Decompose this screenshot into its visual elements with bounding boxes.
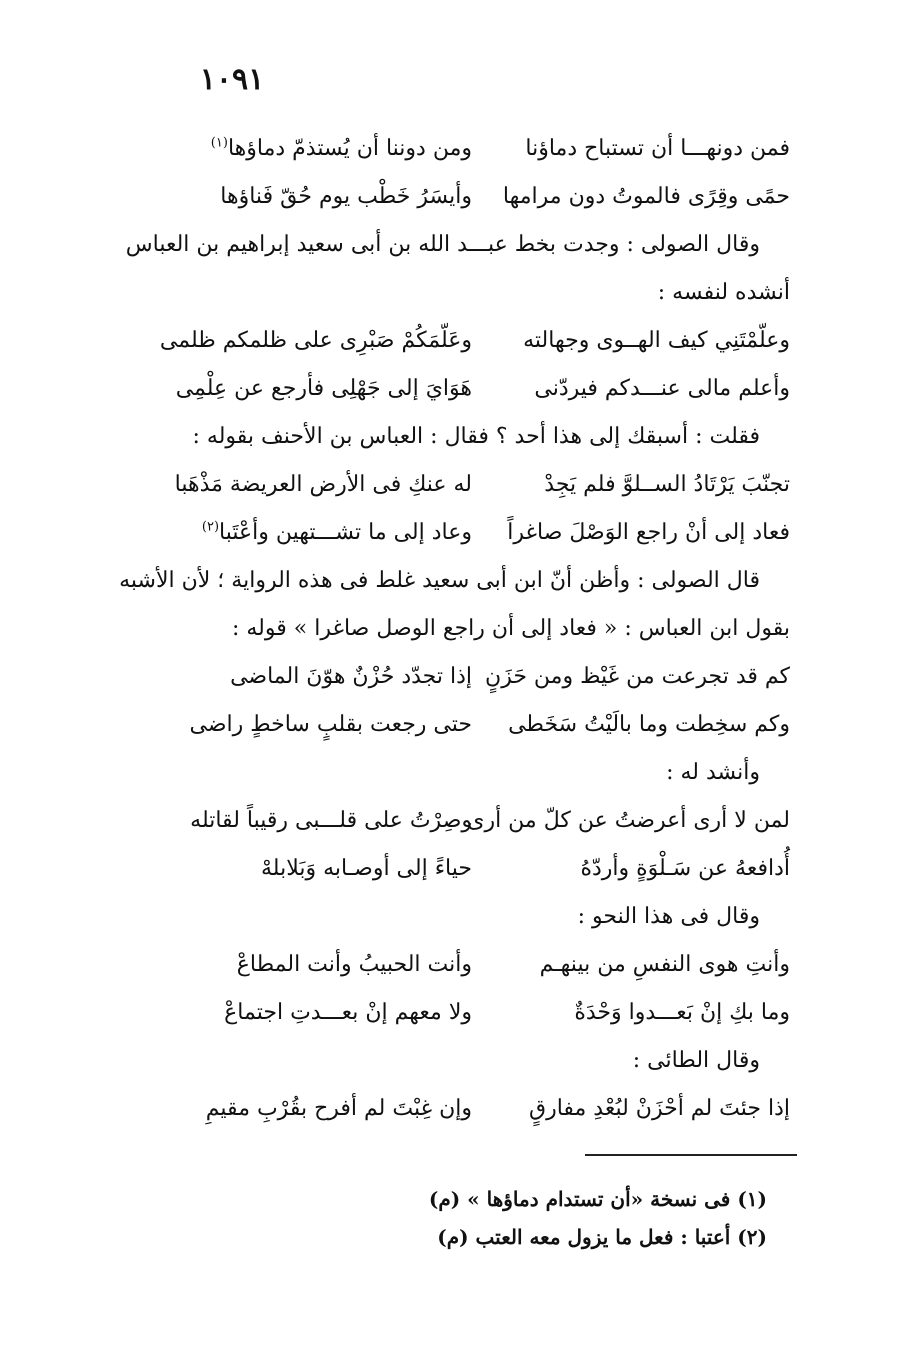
verse-first-hemistich: تجنّبَ يَرْتَادُ الســلوَّ فلم يَجِدْ — [544, 472, 790, 497]
prose-line: وقال الصولى : وجدت بخط عبـــد الله بن أبى سعيد إبراهيم بن العباس — [125, 232, 760, 257]
verse-first-hemistich: وما بكِ إنْ بَعـــدوا وَحْدَةٌ — [574, 1000, 790, 1025]
verse-second-hemistich: ولا معهم إنْ بعـــدتِ اجتماعْ — [224, 1000, 472, 1025]
verse-first-hemistich: أُدافعهُ عن سَـلْوَةٍ وأردّهُ — [580, 856, 790, 881]
verse-line — [150, 941, 790, 989]
verse-first-hemistich: وأنتِ هوى النفسِ من بينهـم — [539, 952, 790, 977]
prose-line: قال الصولى : وأظن أنّ ابن أبى سعيد غلط فى هذه الرواية ؛ لأن الأشبه — [119, 568, 760, 593]
verse-line — [150, 317, 790, 365]
verse-second-hemistich: وإن غِبْتَ لم أفرح بقُرْبِ مقيمِ — [205, 1096, 472, 1121]
prose-line: أنشده لنفسه : — [657, 280, 790, 305]
verse-first-hemistich: فمن دونهـــا أن تستباح دماؤنا — [525, 136, 790, 161]
verse-line — [150, 1085, 790, 1133]
verse-first-hemistich: فعاد إلى أنْ راجع الوَصْلَ صاغراً — [507, 520, 790, 545]
verse-line — [150, 797, 790, 845]
verse-first-hemistich: كم قد تجرعت من غَيْظ ومن حَزَنٍ — [485, 664, 790, 689]
verse-line — [150, 509, 790, 557]
verse-line — [150, 125, 790, 173]
footnote-divider — [585, 1154, 797, 1156]
prose-line: بقول ابن العباس : « فعاد إلى أن راجع الوصل صاغرا » قوله : — [231, 616, 790, 641]
verse-second-hemistich: حياءً إلى أوصـابه وَبَلابلهْ — [261, 856, 472, 881]
verse-first-hemistich: إذا جئتَ لم أحْزَنْ لبُعْدِ مفارقٍ — [529, 1096, 790, 1121]
prose-line: فقلت : أسبقك إلى هذا أحد ؟ فقال : العباس بن الأحنف بقوله : — [192, 424, 760, 449]
verse-first-hemistich: وكم سخِطت وما بالَيْتُ سَخَطى — [508, 712, 790, 737]
verse-second-hemistich: وصِرْتُ على قلـــبى رقيباً لقاتله — [190, 808, 472, 833]
verse-line — [150, 461, 790, 509]
verse-second-hemistich: وعاد إلى ما تشـــتهين وأعْتَبا$^{(٢)}$ — [201, 519, 472, 545]
verse-first-hemistich: وأعلم مالى عنـــدكم فيردّنى — [534, 376, 790, 401]
verse-second-hemistich: وعَلّمَكُمْ صَبْرِى على ظلمكم ظلمى — [159, 328, 472, 353]
verse-second-hemistich: حتى رجعت بقلبٍ ساخطٍ راضى — [189, 712, 472, 737]
verse-second-hemistich: إذا تجدّد حُزْنٌ هوّنَ الماضى — [230, 664, 472, 689]
verse-second-hemistich: وأيسَرُ خَطْب يوم حُقّ فَناؤها — [220, 184, 472, 209]
verse-second-hemistich: له عنكِ فى الأرض العريضة مَذْهَبا — [174, 472, 472, 497]
verse-first-hemistich: لمن لا أرى أعرضتُ عن كلّ من أرى — [467, 808, 790, 833]
verse-line — [150, 365, 790, 413]
verse-second-hemistich: وأنت الحبيبُ وأنت المطاعْ — [236, 952, 472, 977]
verse-second-hemistich: هَوَايَ إلى جَهْلِى فأرجع عن عِلْمِى — [175, 376, 472, 401]
verse-line — [150, 701, 790, 749]
prose-line: وقال الطائى : — [632, 1048, 760, 1073]
footnotes — [267, 1180, 767, 1256]
poem-text-block — [119, 125, 790, 1133]
verse-line — [150, 653, 790, 701]
page-number: ١٠٩١ — [199, 62, 265, 97]
verse-line — [150, 989, 790, 1037]
footnote: (١) فى نسخة «أن تستدام دماؤها » (م) — [428, 1187, 767, 1211]
prose-line: وقال فى هذا النحو : — [577, 904, 760, 929]
verse-second-hemistich: ومن دوننا أن يُستذمّ دماؤها$^{(١)}$ — [210, 135, 472, 161]
footnote-marker: (١) — [210, 135, 228, 151]
verse-line — [150, 173, 790, 221]
verse-first-hemistich: وعلّمْتَنِي كيف الهــوى وجهالته — [523, 328, 790, 353]
verse-line — [150, 845, 790, 893]
footnote-marker: (٢) — [201, 519, 220, 535]
footnote: (٢) أعتبا : فعل ما يزول معه العتب (م) — [437, 1225, 767, 1249]
verse-first-hemistich: حمًى وقِرًى فالموتُ دون مرامها — [502, 184, 790, 209]
prose-line: وأنشد له : — [666, 760, 760, 785]
